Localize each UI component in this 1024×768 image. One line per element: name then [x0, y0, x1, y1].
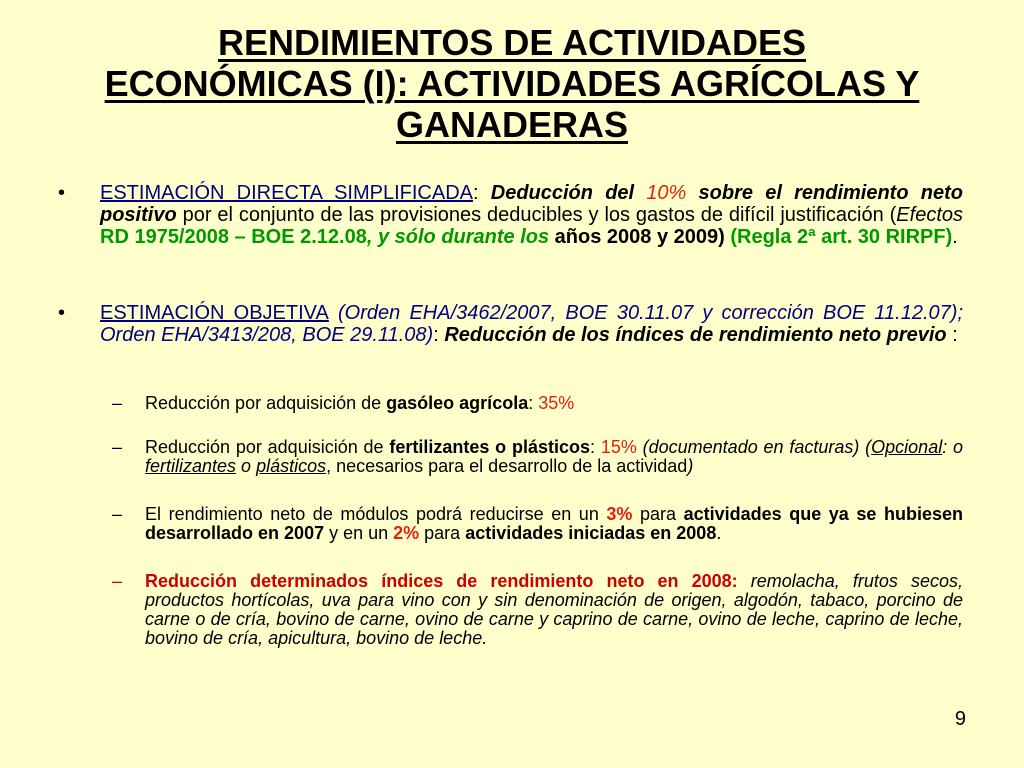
- bullet-marker: •: [58, 302, 66, 324]
- text-run: años 2008 y 2009): [554, 226, 725, 248]
- text-run: fertilizantes: [145, 456, 237, 476]
- text-run: El rendimiento neto de módulos podrá reducirse en un: [145, 504, 607, 524]
- bullet-estimacion-directa: [100, 182, 963, 248]
- bullet-heading: ESTIMACIÓN OBJETIVA: [100, 302, 329, 324]
- text-run: .: [952, 226, 958, 248]
- text-run: remolacha, frutos secos, productos hortícolas, uva para vino con y sin denominación de origen, algodón, tabaco, porcino de carne o de cría, bovino de carne, ovino de carne y caprino de carne, ovino de leche, caprino de leche, bovino de cría, apicultura, bovino de leche.: [145, 571, 963, 648]
- text-run: para: [632, 504, 684, 524]
- sub-indices-2008: [145, 572, 963, 648]
- text-run: fertilizantes o plásticos: [389, 437, 590, 457]
- sub-reduccion-modulos: [145, 505, 963, 543]
- bullet-estimacion-objetiva: [100, 302, 963, 346]
- dash-marker: –: [112, 504, 123, 524]
- dash-marker: –: [112, 571, 123, 591]
- percentage: 10%: [646, 182, 687, 204]
- text-run: plásticos: [256, 456, 327, 476]
- text-run: (documentado en facturas) (: [636, 437, 872, 457]
- page-number: 9: [954, 708, 966, 730]
- percentage: 15%: [600, 437, 637, 457]
- bullet-heading: ESTIMACIÓN DIRECTA SIMPLIFICADA: [100, 182, 473, 204]
- sub-gasoleo: [145, 394, 963, 413]
- text-run: Efectos: [896, 204, 963, 226]
- text-run: por el conjunto de las provisiones deducibles y los gastos de difícil justificación (: [176, 204, 897, 226]
- text-run: Reducción por adquisición de: [145, 393, 387, 413]
- slide-title: [40, 22, 984, 145]
- text-run: actividades que ya se hubiesen desarrollado en 2007: [145, 504, 963, 543]
- percentage: 35%: [538, 393, 575, 413]
- bullet-marker: •: [58, 182, 66, 204]
- text-run: , y sólo durante los: [366, 226, 555, 248]
- text-run: o: [236, 456, 257, 476]
- text-run: :: [528, 393, 539, 413]
- title-line: RENDIMIENTOS DE ACTIVIDADES: [217, 22, 807, 63]
- title-line: ECONÓMICAS (I): ACTIVIDADES AGRÍCOLAS Y: [104, 63, 920, 104]
- text-run: actividades iniciadas en 2008: [465, 523, 717, 543]
- text-run: Reducción por adquisición de: [145, 437, 390, 457]
- text-run: :: [590, 437, 601, 457]
- text-run: :: [946, 324, 958, 346]
- text-run: Reducción determinados índices de rendimiento neto en 2008:: [145, 571, 738, 591]
- text-run: Reducción de los índices de rendimiento neto previo: [444, 324, 947, 346]
- text-run: (Regla 2ª art. 30 RIRPF): [730, 226, 953, 248]
- text-run: : o: [942, 437, 964, 457]
- sub-fertilizantes: [145, 438, 963, 476]
- text-run: Opcional: [871, 437, 943, 457]
- text-run: y en un: [324, 523, 394, 543]
- text-run: ): [687, 456, 694, 476]
- text-run: para: [419, 523, 466, 543]
- text-run: Deducción del: [490, 182, 647, 204]
- dash-marker: –: [112, 393, 123, 413]
- text-run: gasóleo agrícola: [386, 393, 529, 413]
- text-run: .: [716, 523, 722, 543]
- percentage: 3%: [606, 504, 633, 524]
- text-run: :: [433, 324, 445, 346]
- text-run: (Orden EHA/3462/2007, BOE 30.11.07 y corrección BOE 11.12.07); Orden EHA/3413/208, BOE 29.11.08): [100, 302, 963, 346]
- text-run: RD 1975/2008 – BOE 2.12.08: [100, 226, 367, 248]
- text-run: sobre el rendimiento neto positivo: [100, 182, 963, 226]
- text-run: :: [472, 182, 491, 204]
- percentage: 2%: [393, 523, 420, 543]
- text-run: , necesarios para el desarrollo de la actividad: [326, 456, 688, 476]
- dash-marker: –: [112, 437, 123, 457]
- title-line: GANADERAS: [395, 104, 628, 145]
